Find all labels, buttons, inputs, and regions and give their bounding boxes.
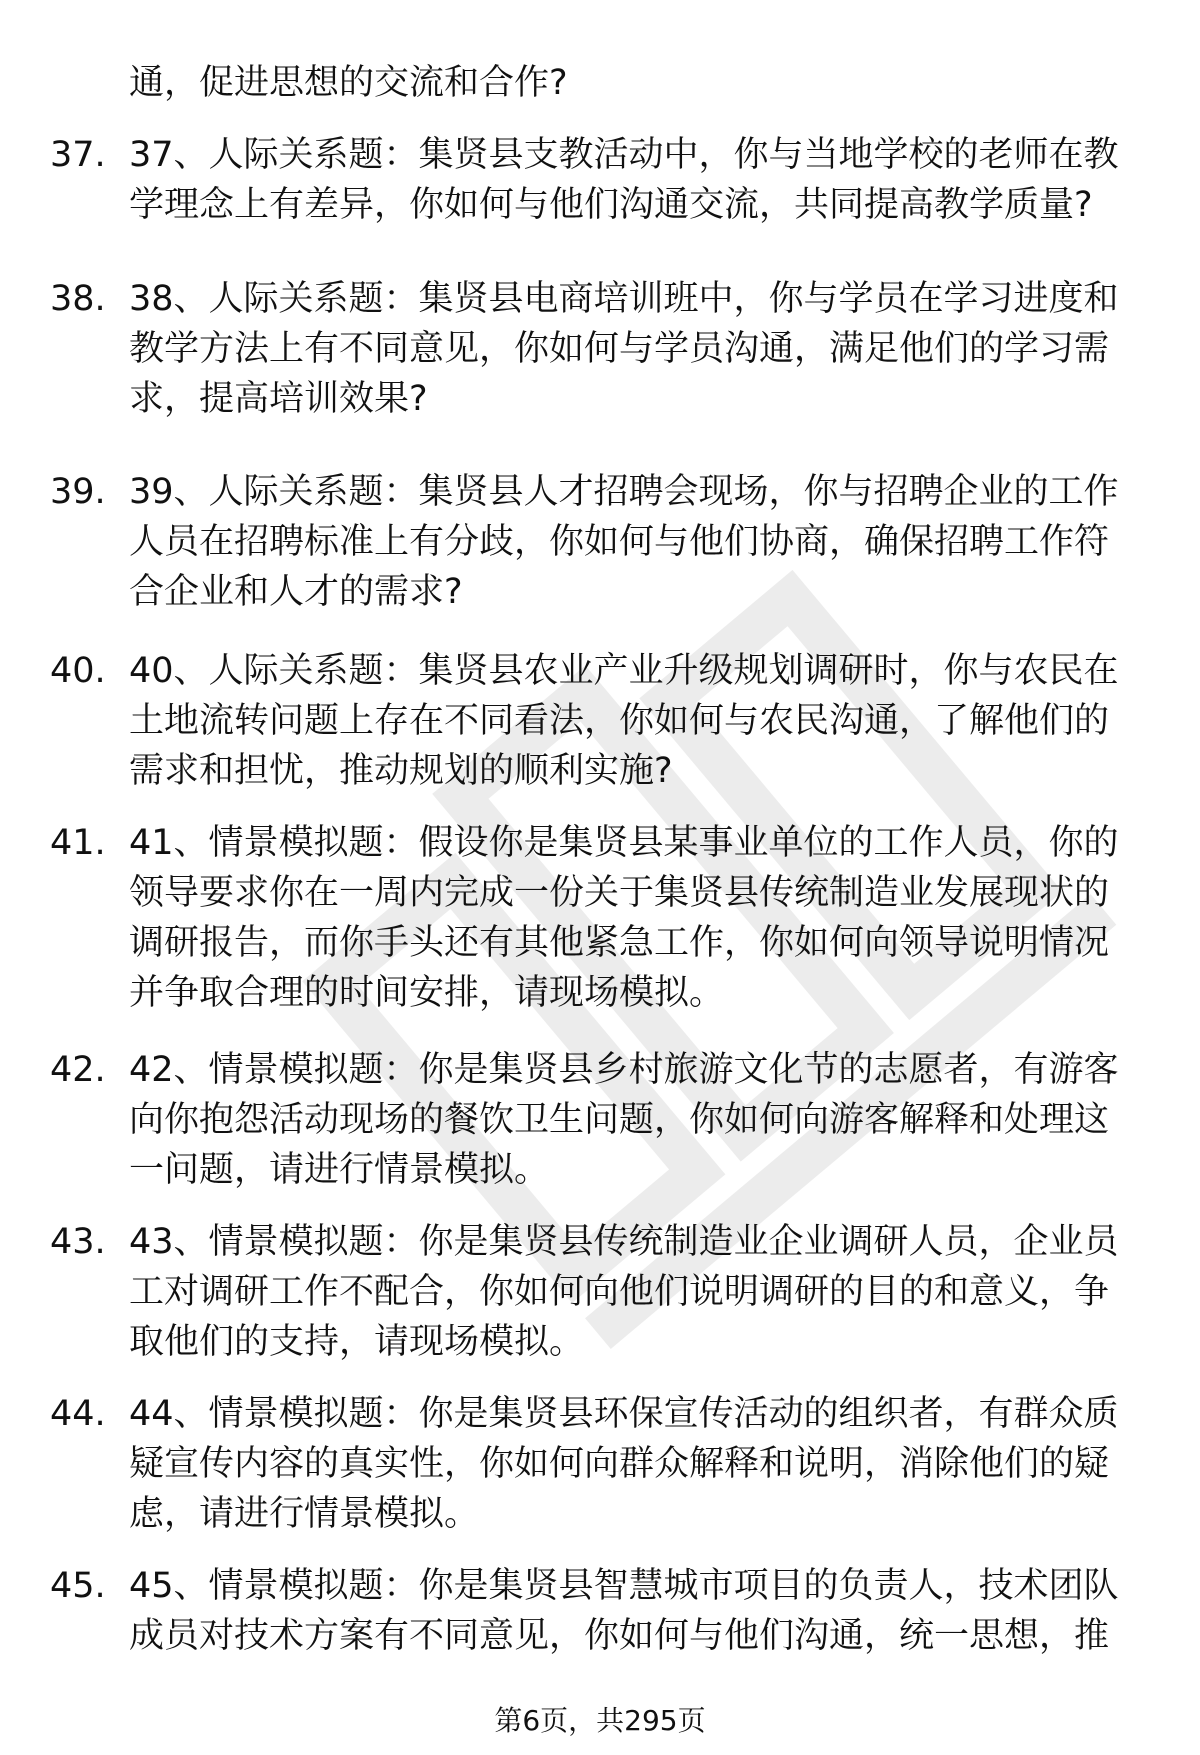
item-number: 39. [50,472,106,512]
item-line: 调研报告，而你手头还有其他紧急工作，你如何向领导说明情况 [129,923,1110,963]
item-text [129,1389,1149,1539]
item-text [129,1045,1149,1195]
item-line: 人员在招聘标准上有分歧，你如何与他们协商，确保招聘工作符 [129,522,1110,562]
item-line: 39、人际关系题：集贤县人才招聘会现场，你与招聘企业的工作 [129,472,1119,512]
item-line: 一问题，请进行情景模拟。 [129,1150,550,1190]
item-number: 42. [50,1050,106,1090]
item-line: 合企业和人才的需求? [129,572,463,612]
item-line: 43、情景模拟题：你是集贤县传统制造业企业调研人员，企业员 [129,1222,1119,1262]
item-text [129,818,1149,1018]
item-line: 成员对技术方案有不同意见，你如何与他们沟通，统一思想，推 [129,1616,1110,1656]
item-line: 土地流转问题上存在不同看法，你如何与农民沟通，了解他们的 [129,701,1110,741]
item-text [129,646,1149,796]
item-number: 37. [50,135,106,175]
item-line: 取他们的支持，请现场模拟。 [129,1322,585,1362]
continuation-line: 通，促进思想的交流和合作? [129,63,568,103]
item-line: 虑，请进行情景模拟。 [129,1494,480,1534]
item-line: 45、情景模拟题：你是集贤县智慧城市项目的负责人，技术团队 [129,1566,1119,1606]
item-line: 37、人际关系题：集贤县支教活动中，你与当地学校的老师在教 [129,135,1119,175]
item-line: 需求和担忧，推动规划的顺利实施? [129,751,673,791]
item-number: 44. [50,1394,106,1434]
item-number: 38. [50,279,106,319]
item-number: 41. [50,823,106,863]
item-line: 42、情景模拟题：你是集贤县乡村旅游文化节的志愿者，有游客 [129,1050,1119,1090]
item-number: 45. [50,1566,106,1606]
item-line: 求，提高培训效果? [129,379,428,419]
item-line: 工对调研工作不配合，你如何向他们说明调研的目的和意义，争 [129,1272,1110,1312]
item-text [129,467,1149,617]
item-line: 44、情景模拟题：你是集贤县环保宣传活动的组织者，有群众质 [129,1394,1119,1434]
item-line: 疑宣传内容的真实性，你如何向群众解释和说明，消除他们的疑 [129,1444,1110,1484]
item-text [129,1217,1149,1367]
page-footer: 第6页，共295页 [494,1704,706,1737]
item-line: 教学方法上有不同意见，你如何与学员沟通，满足他们的学习需 [129,329,1110,369]
item-line: 并争取合理的时间安排，请现场模拟。 [129,973,725,1013]
item-line: 41、情景模拟题：假设你是集贤县某事业单位的工作人员，你的 [129,823,1119,863]
item-text [129,1561,1149,1661]
item-text [129,274,1149,424]
item-text [129,130,1149,230]
item-number: 43. [50,1222,106,1262]
item-line: 向你抱怨活动现场的餐饮卫生问题，你如何向游客解释和处理这 [129,1100,1110,1140]
item-line: 38、人际关系题：集贤县电商培训班中，你与学员在学习进度和 [129,279,1119,319]
item-line: 40、人际关系题：集贤县农业产业升级规划调研时，你与农民在 [129,651,1119,691]
item-line: 学理念上有差异，你如何与他们沟通交流，共同提高教学质量? [129,185,1093,225]
item-number: 40. [50,651,106,691]
item-line: 领导要求你在一周内完成一份关于集贤县传统制造业发展现状的 [129,873,1110,913]
